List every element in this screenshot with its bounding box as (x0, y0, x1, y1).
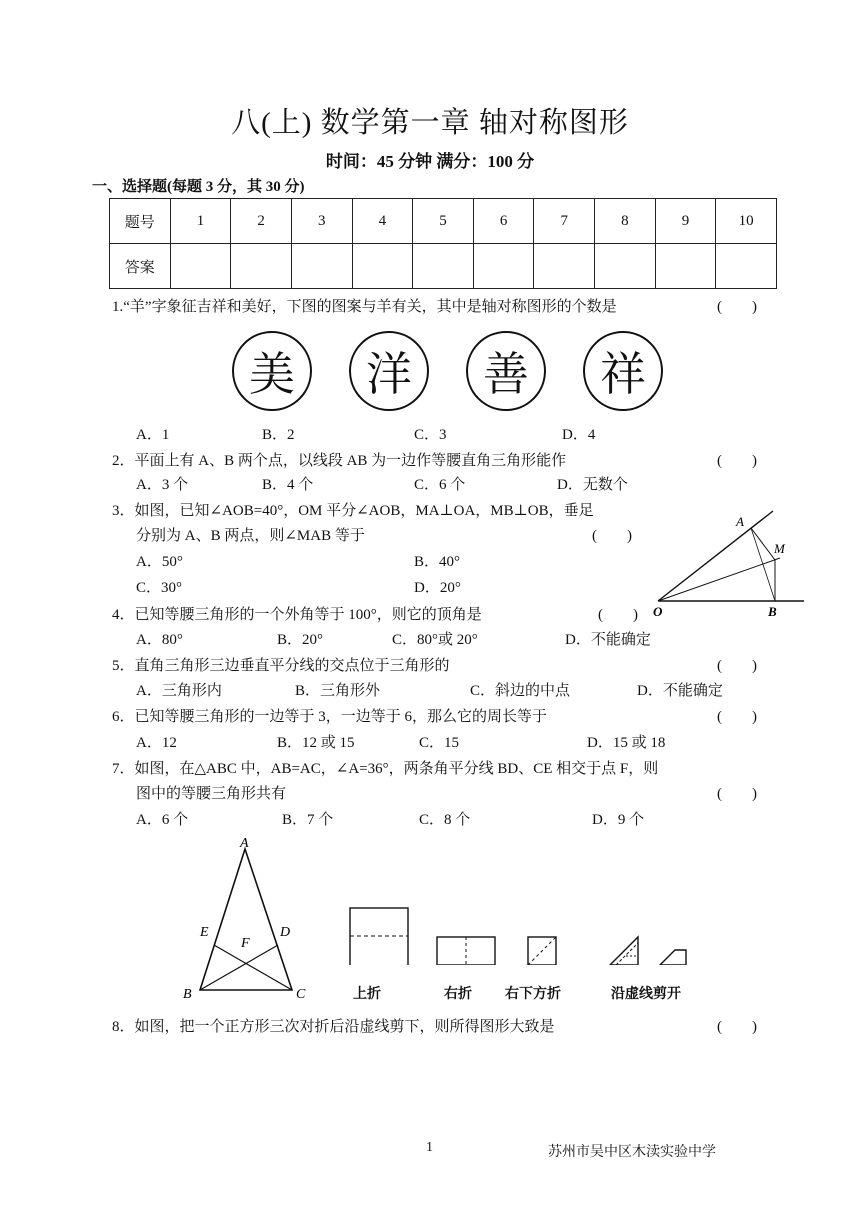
table-cell: 3 (291, 199, 352, 244)
option-c[interactable]: C．30° (136, 580, 183, 596)
answer-cell[interactable] (716, 244, 777, 289)
option-d[interactable]: D．不能确定 (565, 632, 651, 648)
answer-cell[interactable] (231, 244, 292, 289)
question-8-answer-blank[interactable]: ( ) (717, 1019, 757, 1035)
option-c[interactable]: C．15 (419, 735, 460, 751)
table-row (110, 199, 777, 244)
option-a[interactable]: A．12 (136, 735, 177, 751)
answer-cell[interactable] (655, 244, 716, 289)
answer-cell[interactable] (352, 244, 413, 289)
option-b[interactable]: B．12 或 15 (277, 735, 355, 751)
table-cell: 答案 (110, 244, 171, 289)
question-3-text-line2: 分别为 A、B 两点，则∠MAB 等于 (136, 528, 365, 544)
option-d[interactable]: D．4 (562, 427, 596, 443)
table-cell: 10 (716, 199, 777, 244)
option-c[interactable]: C．8 个 (419, 812, 471, 828)
circle-char: 美 (232, 331, 312, 411)
option-a[interactable]: A．三角形内 (136, 683, 222, 699)
section-heading: 一、选择题(每题 3 分，其 30 分) (92, 179, 305, 195)
table-cell: 2 (231, 199, 292, 244)
table-cell: 题号 (110, 199, 171, 244)
option-d[interactable]: D．9 个 (592, 812, 645, 828)
label-b: B (183, 987, 192, 1002)
label-a: A (240, 836, 249, 851)
answer-cell[interactable] (170, 244, 231, 289)
option-a[interactable]: A．50° (136, 554, 183, 570)
question-4-text: 4．已知等腰三角形的一个外角等于 100°，则它的顶角是 (112, 607, 482, 623)
option-a[interactable]: A．80° (136, 632, 183, 648)
option-b[interactable]: B．三角形外 (295, 683, 381, 699)
circle-char: 洋 (349, 331, 429, 411)
page-number: 1 (426, 1140, 433, 1155)
option-a[interactable]: A．3 个 (136, 477, 189, 493)
label-o: O (653, 604, 663, 619)
answer-cell[interactable] (534, 244, 595, 289)
question-8-text: 8．如图，把一个正方形三次对折后沿虚线剪下，则所得图形大致是 (112, 1019, 555, 1035)
question-7-answer-blank[interactable]: ( ) (717, 786, 757, 802)
isosceles-triangle-figure (178, 833, 318, 1005)
answer-cell[interactable] (291, 244, 352, 289)
table-cell: 4 (352, 199, 413, 244)
label-b: B (768, 604, 777, 619)
option-b[interactable]: B．7 个 (282, 812, 334, 828)
page-title: 八(上) 数学第一章 轴对称图形 (231, 107, 629, 139)
option-c[interactable]: C．6 个 (414, 477, 466, 493)
label-e: E (200, 925, 209, 940)
answer-cell[interactable] (413, 244, 474, 289)
question-1-text: 1.“羊”字象征吉祥和美好，下图的图案与羊有关，其中是轴对称图形的个数是 (112, 299, 617, 315)
label-f: F (241, 936, 250, 951)
school-name: 苏州市吴中区木渎实验中学 (548, 1145, 716, 1160)
label-d: D (280, 925, 291, 940)
question-7-text-line2: 图中的等腰三角形共有 (136, 786, 287, 802)
question-7-text: 7．如图，在△ABC 中，AB=AC，∠A=36°，两条角平分线 BD、CE 相交于点 F，则 (112, 761, 659, 777)
fold-step-label: 沿虚线剪开 (611, 987, 681, 1002)
answer-table (109, 198, 777, 289)
table-row (110, 244, 777, 289)
circle-char: 祥 (583, 331, 663, 411)
angle-bisector-figure (648, 505, 808, 620)
option-b[interactable]: B．4 个 (262, 477, 314, 493)
question-1-answer-blank[interactable]: ( ) (717, 299, 757, 315)
question-6-text: 6．已知等腰三角形的一边等于 3，一边等于 6，那么它的周长等于 (112, 709, 548, 725)
table-cell: 6 (473, 199, 534, 244)
label-a: A (736, 514, 744, 529)
option-d[interactable]: D．无数个 (557, 477, 628, 493)
page-subtitle: 时间：45 分钟 满分：100 分 (325, 152, 535, 171)
table-cell: 5 (413, 199, 474, 244)
paper-folding-figure (340, 900, 720, 965)
answer-cell[interactable] (595, 244, 656, 289)
option-d[interactable]: D．20° (414, 580, 461, 596)
question-5-text: 5．直角三角形三边垂直平分线的交点位于三角形的 (112, 658, 450, 674)
fold-step-label: 右折 (444, 987, 472, 1002)
option-d[interactable]: D．不能确定 (637, 683, 723, 699)
fold-step-label: 右下方折 (505, 987, 561, 1002)
option-a[interactable]: A．6 个 (136, 812, 189, 828)
circle-char: 善 (466, 331, 546, 411)
question-5-answer-blank[interactable]: ( ) (717, 658, 757, 674)
question-6-answer-blank[interactable]: ( ) (717, 709, 757, 725)
label-m: M (774, 541, 785, 556)
question-2-text: 2．平面上有 A、B 两个点，以线段 AB 为一边作等腰直角三角形能作 (112, 453, 567, 469)
question-3-text: 3．如图，已知∠AOB=40°，OM 平分∠AOB，MA⊥OA，MB⊥OB，垂足 (112, 503, 594, 519)
option-c[interactable]: C．3 (414, 427, 447, 443)
question-3-answer-blank[interactable]: ( ) (592, 528, 632, 544)
option-c[interactable]: C．80°或 20° (392, 632, 478, 648)
option-b[interactable]: B．40° (414, 554, 461, 570)
option-b[interactable]: B．20° (277, 632, 324, 648)
question-4-answer-blank[interactable]: ( ) (598, 607, 638, 623)
label-c: C (296, 987, 306, 1002)
option-c[interactable]: C．斜边的中点 (470, 683, 571, 699)
table-cell: 1 (170, 199, 231, 244)
table-cell: 7 (534, 199, 595, 244)
option-a[interactable]: A．1 (136, 427, 170, 443)
table-cell: 8 (595, 199, 656, 244)
fold-step-label: 上折 (353, 987, 381, 1002)
question-2-answer-blank[interactable]: ( ) (717, 453, 757, 469)
answer-cell[interactable] (473, 244, 534, 289)
option-b[interactable]: B．2 (262, 427, 295, 443)
option-d[interactable]: D．15 或 18 (587, 735, 666, 751)
table-cell: 9 (655, 199, 716, 244)
